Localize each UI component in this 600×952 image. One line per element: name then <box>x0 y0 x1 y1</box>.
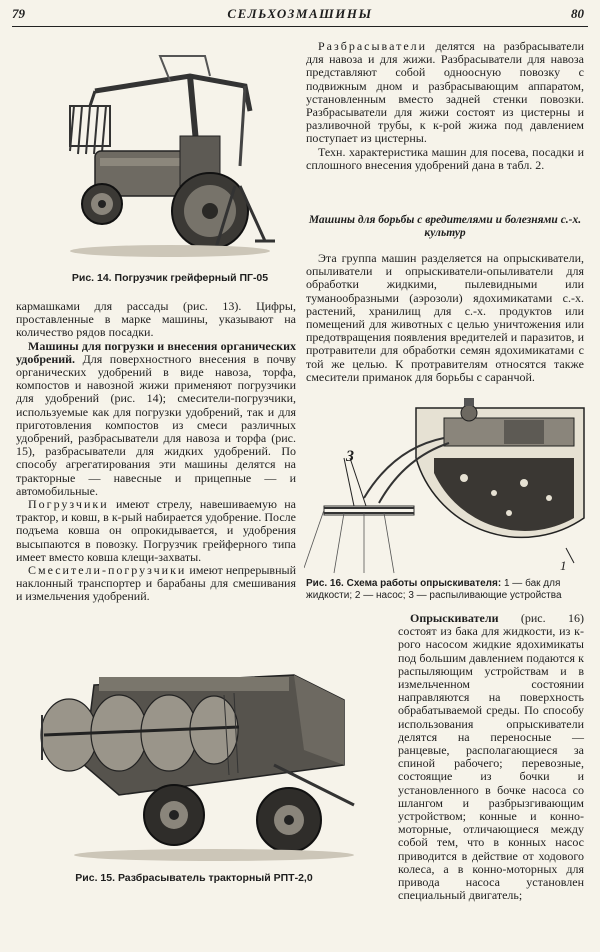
page-number-right: 80 <box>571 6 584 21</box>
header-rule <box>12 26 588 27</box>
term-mixer-loaders: Смесители-погрузчики <box>28 563 187 578</box>
right-paragraph-3: Эта группа машин разделяется на опрыскиватели, опыливатели и опрыскиватели-опыливатели для обработки жидкими, пылевидными или туманообразными (аэрозоли) ядохимикатами с.-х. растений, хранилищ для с.-х. продуктов или помещений для животных с целью уничтожения или предотвращения появления вредителей и паразитов, и протравители для обработки семян ядохимикатами с той же целью. К протравителям относятся также смесители приманок для борьбы с саранчой. <box>306 251 584 384</box>
callout-3: 3 <box>346 448 354 465</box>
running-title: СЕЛЬХОЗМАШИНЫ <box>227 6 373 21</box>
callout-1: 1 <box>560 558 567 573</box>
section-heading-fertilizer-machines: Машины для погрузки и внесения органических удобрений. <box>16 338 296 366</box>
section-heading-pest-control: Машины для борьбы с вредителями и болезнями с.-х. культур <box>308 214 582 239</box>
figure-16-caption <box>306 578 586 602</box>
figure-15-caption-text: Рис. 15. Разбрасыватель тракторный РПТ-2,0 <box>75 872 313 884</box>
left-paragraph-1: кармашками для рассады (рис. 13). Цифры, проставленные в марке машины, указывают на количество рядов посадки. <box>16 299 296 340</box>
figure-14-caption <box>40 272 300 284</box>
figure-14-loader-illustration <box>40 36 280 261</box>
right-column-upper-text <box>306 40 584 172</box>
figure-15-spreader-illustration <box>24 655 364 865</box>
term-loaders: Погрузчики <box>28 497 109 512</box>
left-column-text <box>16 300 296 604</box>
term-spreaders: Разбрасыватели <box>318 39 428 53</box>
figure-15-caption <box>24 872 364 884</box>
right-paragraph-4 <box>398 612 584 902</box>
right-column-middle-text <box>306 252 584 384</box>
figure-16-sprayer-scheme <box>304 398 590 578</box>
page-header <box>12 6 588 26</box>
figure-16-caption-legend: 1 — бак для жидкости; 2 — насос; 3 — распыливающие устройства <box>306 578 562 601</box>
left-paragraph-3 <box>16 498 296 564</box>
term-sprayers: Опрыскиватели <box>410 611 499 625</box>
right-column-lower-text <box>398 612 584 902</box>
left-paragraph-4-body: имеют непрерывный наклонный транспортер и барабаны для смешивания и измельчения удобрений. <box>16 563 296 604</box>
figure-14-caption-text: Рис. 14. Погрузчик грейферный ПГ-05 <box>71 272 269 284</box>
page-number-left: 79 <box>12 6 25 21</box>
figure-16-caption-title: Рис. 16. Схема работы опрыскивателя: <box>306 578 502 589</box>
right-paragraph-1 <box>306 40 584 146</box>
left-paragraph-3-body: имеют стрелу, навешиваемую на трактор, и ковш, в к-рый набирается удобрение. После подъема ковша он опрокидывается, и удобрения высыпаются в повозку. Погрузчик грейферного типа имеет вместо ковша клещи-захваты. <box>16 497 296 564</box>
left-paragraph-4 <box>16 564 296 604</box>
left-paragraph-2-body: Для поверхностного внесения в почву органических удобрений в виде навоза, торфа, компостов и навозной жижи применяют погрузчики для удобрений (рис. 14); смесители-погрузчики, используемые как для погрузки удобрений, так и для приготовления компостов из смеси различных удобрений, разбрасыватели для навоза и торфа (рис. 15), разбрасыватели для жидких удобрений. По способу агрегатирования эти машины делятся на тракторные — навесные и прицепные — и автомобильные. <box>16 351 296 498</box>
left-paragraph-2 <box>16 340 296 498</box>
right-paragraph-2: Техн. характеристика машин для посева, посадки и сплошного внесения удобрений дана в табл. 2. <box>306 144 584 172</box>
right-paragraph-1-body: делятся на разбрасыватели для навоза и для жижи. Разбрасыватели для навоза представляют собой одноосную повозку с подвижным дном и разбрасывающим аппаратом, установленным вместо задней стенки повозки. Разбрасыватели для жижи состоят из цистерны и разливочной трубы, к к-рой жижа под давлением поступает из цистерны. <box>306 39 584 146</box>
right-paragraph-4-body: (рис. 16) состоят из бака для жидкости, из к-рого насосом жидкие ядохимикаты под большим давлением подаются к распыляющим устройствам и в измельченном состоянии направляются на поверхность обрабатываемой среды. По способу использования опрыскиватели делятся на переносные — ранцевые, располагающиеся за спиной рабочего; перевозные, состоящие из бочки и установленного в бочке насоса со шлангом и разбрызгивающим устройством; конные и конно-моторные, отличающиеся между собой тем, что в конных насос приводится в действие от ходового колеса, а в конно-моторных для привода насоса установлен специальный двигатель; <box>398 611 584 903</box>
